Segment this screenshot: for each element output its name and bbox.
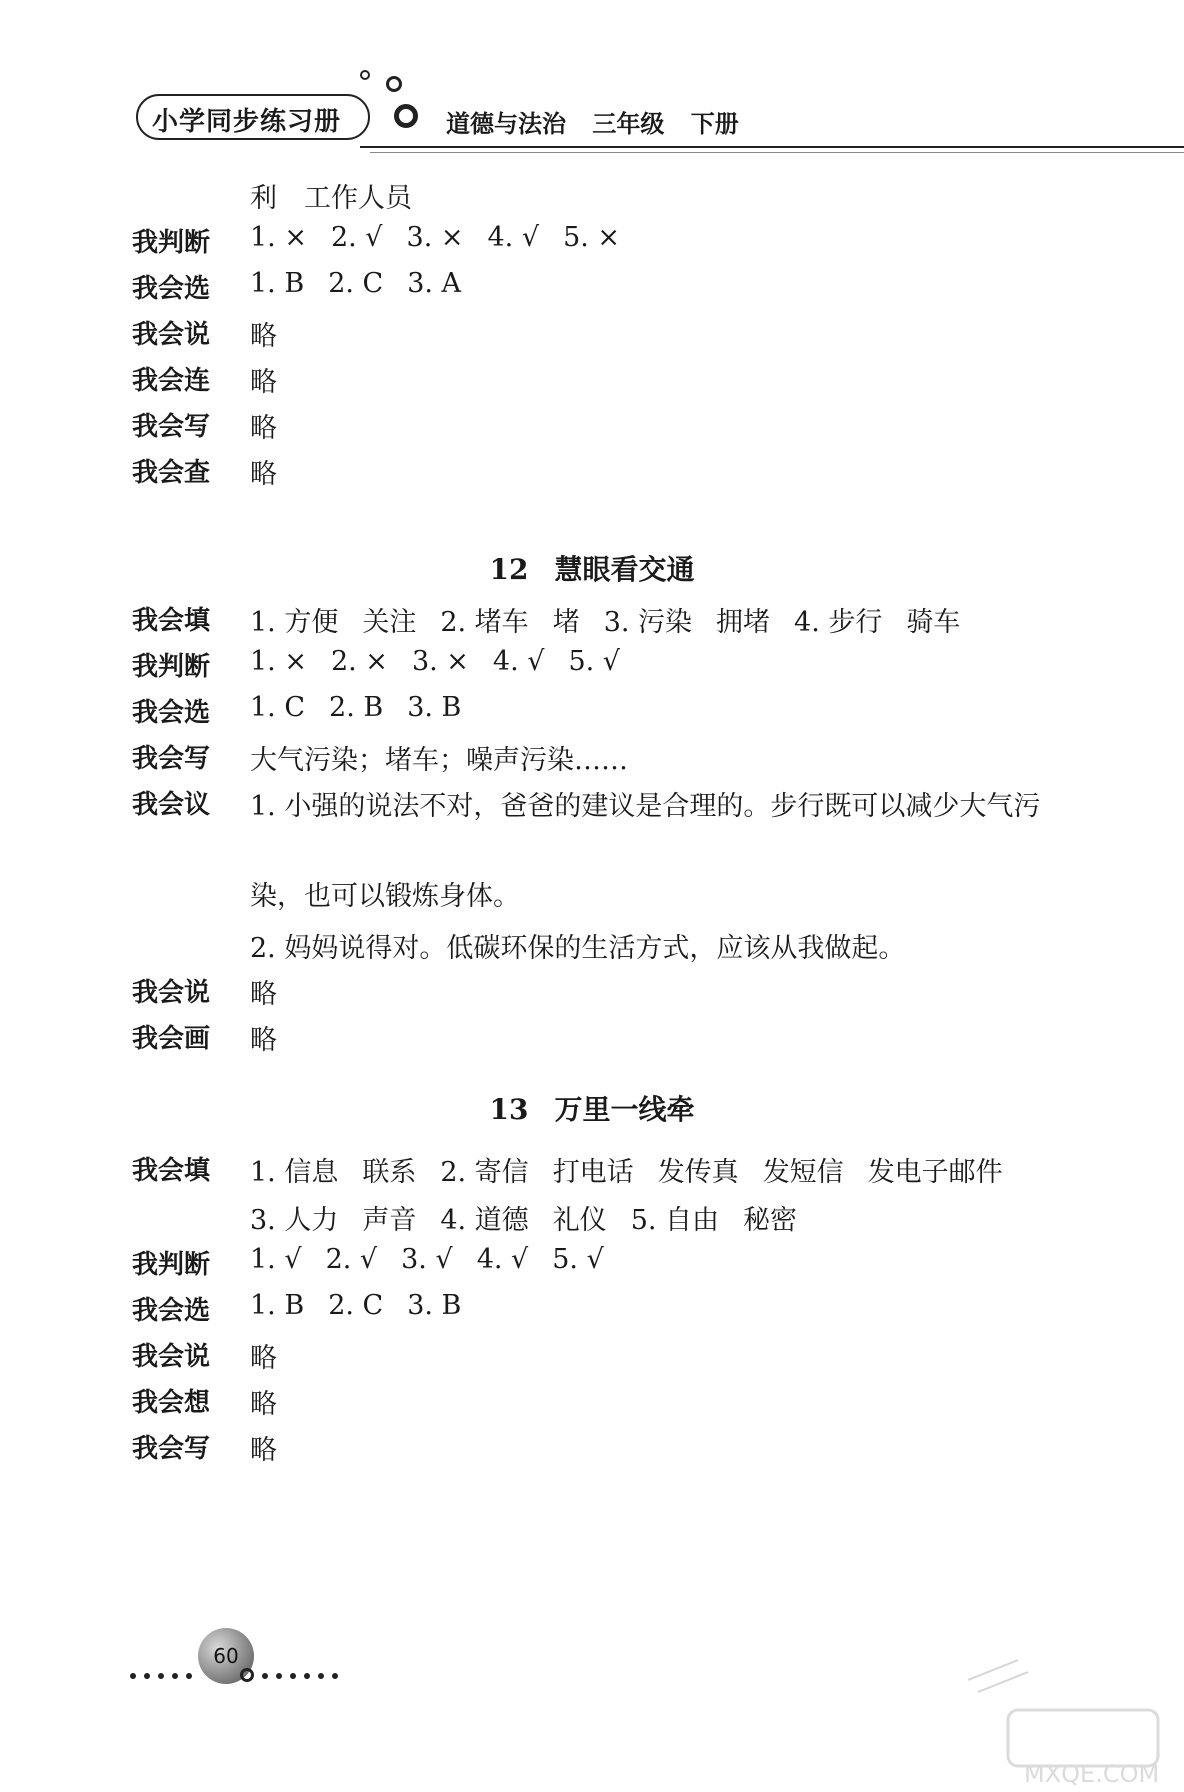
answer-content bbox=[250, 222, 644, 253]
answer-item: 略 bbox=[250, 979, 277, 1010]
question-type-label: 我判断 bbox=[132, 652, 211, 682]
answer-line: 2. 妈妈说得对。低碳环保的生活方式，应该从我做起。 bbox=[250, 933, 906, 964]
question-type-label: 我会填 bbox=[132, 1156, 211, 1186]
question-type-label: 我会填 bbox=[132, 606, 211, 636]
question-type-label: 我会选 bbox=[132, 1296, 211, 1326]
answer-content bbox=[250, 406, 301, 445]
answer-item: 2. 寄信 bbox=[440, 1157, 529, 1188]
section-title-text: 万里一线牵 bbox=[554, 1093, 695, 1126]
answer-content bbox=[250, 738, 652, 777]
question-type-label: 我判断 bbox=[132, 1250, 211, 1280]
question-type-label: 我会查 bbox=[132, 458, 211, 488]
answer-item: 3. × bbox=[406, 222, 464, 253]
answer-item: 2. 堵车 bbox=[440, 607, 529, 638]
answer-item: 2. B bbox=[329, 692, 384, 723]
watermark-text: MXQE.COM bbox=[1024, 1760, 1160, 1788]
question-type-label: 我会选 bbox=[132, 274, 211, 304]
answer-content bbox=[250, 784, 1064, 823]
answer-item: 略 bbox=[250, 1435, 277, 1466]
answer-item: 堵 bbox=[552, 607, 580, 638]
bubble-icon bbox=[360, 70, 370, 80]
answer-item: 1. B bbox=[250, 268, 305, 299]
question-type-label: 我会说 bbox=[132, 1342, 211, 1372]
section-title-text: 慧眼看交通 bbox=[554, 553, 695, 586]
answer-content bbox=[250, 360, 301, 399]
answer-item: 1. 方便 bbox=[250, 607, 339, 638]
answer-content bbox=[250, 452, 301, 491]
answer-item: 5. √ bbox=[568, 646, 621, 677]
answer-item: 略 bbox=[250, 413, 277, 444]
question-type-label: 我会说 bbox=[132, 978, 211, 1008]
answer-item: 略 bbox=[250, 321, 277, 352]
section-13-title bbox=[0, 1088, 1184, 1128]
answer-content bbox=[250, 600, 984, 639]
answer-item: 5. × bbox=[563, 222, 621, 253]
answer-item: 3. 人力 bbox=[250, 1205, 339, 1236]
answer-item: 2. C bbox=[328, 1290, 384, 1321]
question-type-label: 我会连 bbox=[132, 366, 211, 396]
answer-item: 打电话 bbox=[552, 1157, 634, 1188]
answer-content bbox=[250, 314, 301, 353]
page-header bbox=[0, 0, 1184, 170]
question-type-label: 我判断 bbox=[132, 228, 211, 258]
answer-item: 略 bbox=[250, 1343, 277, 1374]
question-type-label: 我会写 bbox=[132, 744, 211, 774]
answer-item: 5. 自由 bbox=[630, 1205, 720, 1236]
section-number: 13 bbox=[489, 1093, 529, 1126]
answer-item: 大气污染；堵车；噪声污染…… bbox=[250, 745, 628, 776]
answer-item: 3. × bbox=[411, 646, 469, 677]
bubble-icon bbox=[394, 104, 418, 128]
question-type-label: 我会写 bbox=[132, 1434, 211, 1464]
answer-item: 略 bbox=[250, 367, 277, 398]
answer-item: 关注 bbox=[362, 607, 417, 638]
answer-item: 4. √ bbox=[487, 222, 540, 253]
answer-item: 声音 bbox=[362, 1205, 417, 1236]
answer-item: 2. √ bbox=[325, 1244, 378, 1275]
question-type-label: 我会说 bbox=[132, 320, 211, 350]
answer-item: 1. C bbox=[250, 692, 306, 723]
answer-item: 1. × bbox=[250, 222, 307, 253]
answer-item: 1. B bbox=[250, 1290, 305, 1321]
footer-dots-left bbox=[130, 1664, 200, 1672]
answer-item: 2. C bbox=[328, 268, 384, 299]
answer-item: 3. 污染 bbox=[603, 607, 693, 638]
answer-item: 发电子邮件 bbox=[867, 1157, 1003, 1188]
question-type-label: 我会想 bbox=[132, 1388, 211, 1418]
page-number: 60 bbox=[198, 1628, 254, 1684]
answer-item: 发传真 bbox=[657, 1157, 739, 1188]
answer-item: 5. √ bbox=[552, 1244, 604, 1275]
header-subject-line bbox=[446, 104, 739, 139]
answer-item: 4. √ bbox=[492, 646, 545, 677]
answer-item: 3. B bbox=[407, 692, 462, 723]
answer-item: 略 bbox=[250, 1025, 277, 1056]
answer-item: 4. √ bbox=[476, 1244, 529, 1275]
answer-item: 礼仪 bbox=[552, 1205, 607, 1236]
answer-item: 1. √ bbox=[250, 1244, 302, 1275]
answer-item: 4. 道德 bbox=[440, 1205, 529, 1236]
answer-content bbox=[250, 1382, 301, 1421]
answer-item: 拥堵 bbox=[716, 607, 771, 638]
continuation-line: 利 工作人员 bbox=[250, 183, 412, 214]
header-volume: 下册 bbox=[690, 110, 739, 138]
answer-item: 4. 步行 bbox=[794, 607, 883, 638]
header-divider-thin bbox=[370, 152, 1184, 153]
section-12-title bbox=[0, 548, 1184, 588]
answer-item: 2. √ bbox=[330, 222, 383, 253]
answer-content bbox=[250, 1428, 301, 1467]
answer-content bbox=[250, 1244, 628, 1275]
answer-item: 骑车 bbox=[906, 607, 961, 638]
answer-content bbox=[250, 1150, 1027, 1189]
answer-item: 联系 bbox=[362, 1157, 417, 1188]
question-type-label: 我会写 bbox=[132, 412, 211, 442]
answer-item: 1. × bbox=[250, 646, 307, 677]
answer-content bbox=[250, 1290, 485, 1321]
answer-content bbox=[250, 1336, 301, 1375]
answer-item: 3. A bbox=[407, 268, 462, 299]
answer-item: 3. √ bbox=[401, 1244, 453, 1275]
section-number: 12 bbox=[489, 553, 529, 586]
answer-content bbox=[250, 646, 644, 677]
answer-content bbox=[250, 1018, 301, 1057]
answer-item: 3. B bbox=[407, 1290, 462, 1321]
header-divider bbox=[360, 146, 1184, 148]
answer-content bbox=[250, 268, 485, 299]
answer-item: 发短信 bbox=[762, 1157, 844, 1188]
answer-line bbox=[250, 1198, 821, 1237]
header-grade: 三年级 bbox=[592, 110, 665, 138]
question-type-label: 我会选 bbox=[132, 698, 211, 728]
answer-item: 秘密 bbox=[743, 1205, 798, 1236]
answer-item: 1. 小强的说法不对，爸爸的建议是合理的。步行既可以减少大气污 bbox=[250, 791, 1041, 822]
answer-item: 1. 信息 bbox=[250, 1157, 339, 1188]
watermark-logo bbox=[948, 1650, 1184, 1792]
question-type-label: 我会画 bbox=[132, 1024, 211, 1054]
answer-content bbox=[250, 692, 485, 723]
answer-item: 略 bbox=[250, 1389, 277, 1420]
answer-line: 染，也可以锻炼身体。 bbox=[250, 881, 520, 912]
footer-dots-right bbox=[262, 1664, 346, 1672]
book-title: 小学同步练习册 bbox=[152, 107, 342, 137]
header-subject: 道德与法治 bbox=[446, 110, 566, 138]
bubble-icon bbox=[386, 76, 402, 92]
answer-item: 略 bbox=[250, 459, 277, 490]
bubble-icon bbox=[240, 1668, 254, 1682]
answer-content bbox=[250, 972, 301, 1011]
question-type-label: 我会议 bbox=[132, 790, 211, 820]
answer-item: 2. × bbox=[330, 646, 388, 677]
